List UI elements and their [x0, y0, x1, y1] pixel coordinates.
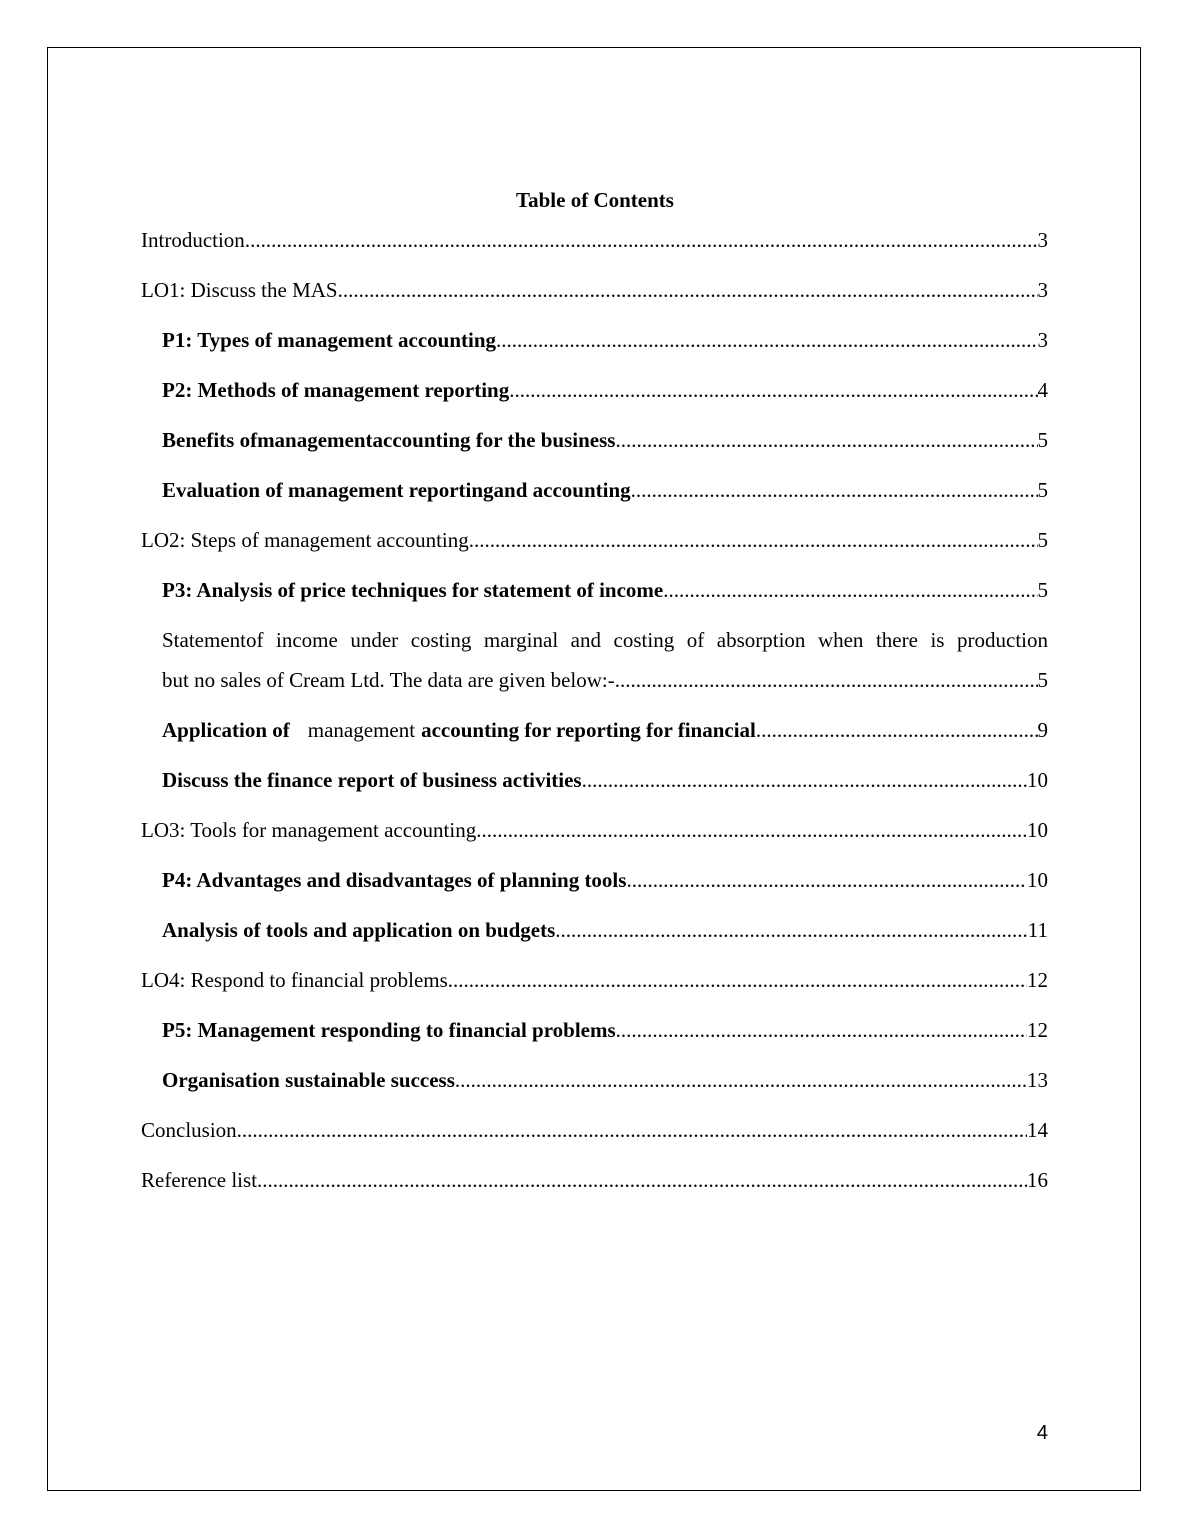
- page-number: 4: [1036, 1422, 1048, 1444]
- toc-entry-evaluation[interactable]: [162, 476, 1048, 504]
- toc-label: P5: Management responding to financial problems: [162, 1018, 616, 1042]
- toc-title: Table of Contents: [516, 188, 674, 212]
- toc-page-number: 5: [1037, 428, 1048, 452]
- toc-leader: [631, 476, 1038, 504]
- toc-page-number: 3: [1037, 278, 1048, 302]
- toc-entry-benefits[interactable]: [162, 426, 1048, 454]
- toc-entry-application[interactable]: [162, 716, 1048, 744]
- toc-label: Reference list: [141, 1168, 258, 1192]
- toc-page-number: 5: [1037, 668, 1048, 692]
- toc-entry-lo3[interactable]: [141, 816, 1048, 844]
- toc-leader: [476, 816, 1027, 844]
- toc-label: Conclusion: [141, 1118, 237, 1142]
- toc-leader: [338, 276, 1038, 304]
- toc-page-number: 9: [1037, 718, 1048, 742]
- toc-leader: [615, 666, 1038, 694]
- toc-label: but no sales of Cream Ltd. The data are given below:-: [162, 668, 615, 692]
- toc-leader: [615, 426, 1037, 454]
- toc-entry-introduction[interactable]: [141, 226, 1048, 254]
- toc-page-number: 5: [1037, 528, 1048, 552]
- toc-entry-statement-line1[interactable]: Statementof income under costing marginal and costing of absorption when there is production: [162, 628, 1048, 652]
- toc-page-number: 5: [1037, 578, 1048, 602]
- toc-label: LO1: Discuss the MAS: [141, 278, 338, 302]
- toc-label: P3: Analysis of price techniques for statement of income: [162, 578, 664, 602]
- toc-label: LO4: Respond to financial problems: [141, 968, 448, 992]
- toc-label: Discuss the finance report of business activities: [162, 768, 582, 792]
- toc-entry-discuss[interactable]: [162, 766, 1048, 794]
- toc-page-number: 10: [1027, 818, 1048, 842]
- toc-entry-lo1[interactable]: [141, 276, 1048, 304]
- toc-page-number: 4: [1037, 378, 1048, 402]
- toc-leader: [496, 326, 1037, 354]
- toc-label: Analysis of tools and application on budgets: [162, 918, 556, 942]
- toc-entry-lo2[interactable]: [141, 526, 1048, 554]
- toc-entry-statement[interactable]: [162, 666, 1048, 694]
- toc-page-number: 5: [1037, 478, 1048, 502]
- toc-label-part2: management: [307, 718, 416, 742]
- toc-entry-p2[interactable]: [162, 376, 1048, 404]
- toc-page-number: 14: [1027, 1118, 1048, 1142]
- toc-page-number: 10: [1027, 868, 1048, 892]
- toc-entry-p3[interactable]: [162, 576, 1048, 604]
- toc-page-number: 11: [1027, 918, 1048, 942]
- toc-leader: [455, 1066, 1027, 1094]
- toc-label: P4: Advantages and disadvantages of planning tools: [162, 868, 627, 892]
- toc-leader: [257, 1166, 1027, 1194]
- toc-page-number: 12: [1027, 1018, 1048, 1042]
- toc-leader: [448, 966, 1027, 994]
- toc-label-part1: Application of: [162, 718, 290, 742]
- toc-entry-p5[interactable]: [162, 1016, 1048, 1044]
- toc-label: Benefits ofmanagementaccounting for the business: [162, 428, 616, 452]
- toc-leader: [616, 1016, 1027, 1044]
- toc-leader: [626, 866, 1027, 894]
- toc-label: Introduction: [141, 228, 245, 252]
- toc-leader: [663, 576, 1037, 604]
- toc-leader: [237, 1116, 1027, 1144]
- toc-page-number: 3: [1037, 328, 1048, 352]
- toc-leader: [756, 716, 1038, 744]
- toc-label: Organisation sustainable success: [162, 1068, 455, 1092]
- toc-entry-p1[interactable]: [162, 326, 1048, 354]
- toc-label: P1: Types of management accounting: [162, 328, 497, 352]
- toc-entry-analysis-tools[interactable]: [162, 916, 1048, 944]
- toc-page-number: 13: [1027, 1068, 1048, 1092]
- toc-page-number: 3: [1037, 228, 1048, 252]
- toc-page-number: 10: [1027, 768, 1048, 792]
- toc-page-number: 12: [1027, 968, 1048, 992]
- toc-label: P2: Methods of management reporting: [162, 378, 510, 402]
- toc-entry-sustainable[interactable]: [162, 1066, 1048, 1094]
- toc-leader: [582, 766, 1027, 794]
- toc-leader: [509, 376, 1037, 404]
- toc-entry-references[interactable]: [141, 1166, 1048, 1194]
- toc-label: LO2: Steps of management accounting: [141, 528, 469, 552]
- toc-leader: [555, 916, 1027, 944]
- toc-entry-conclusion[interactable]: [141, 1116, 1048, 1144]
- toc-entry-lo4[interactable]: [141, 966, 1048, 994]
- toc-label: Evaluation of management reportingand accounting: [162, 478, 631, 502]
- toc-leader: [469, 526, 1038, 554]
- toc-entry-p4[interactable]: [162, 866, 1048, 894]
- toc-label-part3: accounting for reporting for financial: [421, 718, 756, 742]
- toc-label: LO3: Tools for management accounting: [141, 818, 477, 842]
- toc-page-number: 16: [1027, 1168, 1048, 1192]
- toc-leader: [245, 226, 1038, 254]
